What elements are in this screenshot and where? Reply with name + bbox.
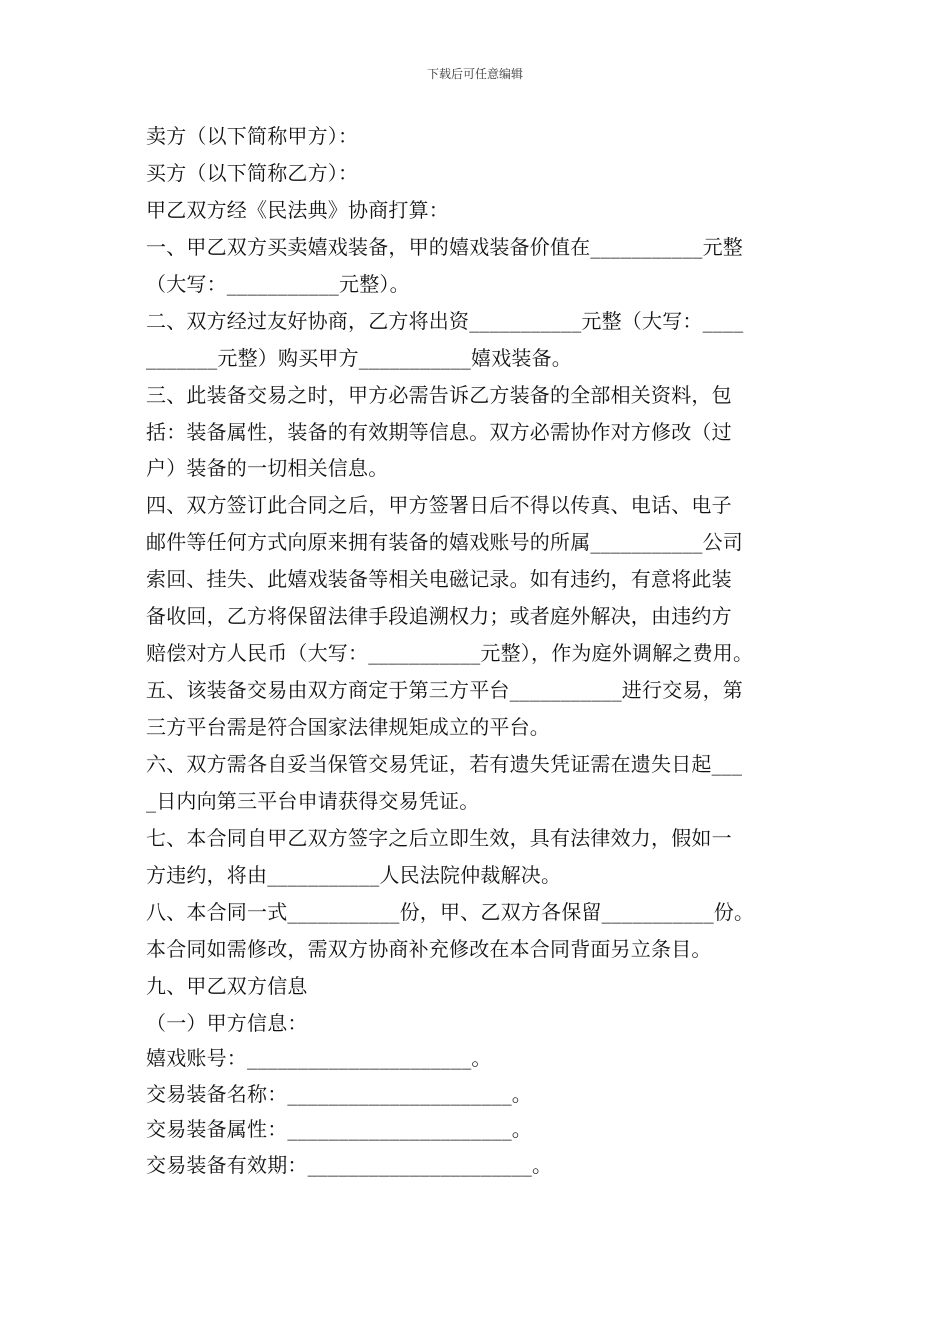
clause-4-line-3: 索回、挂失、此嬉戏装备等相关电磁记录。如有违约，有意将此装 bbox=[146, 567, 732, 592]
clause-5-line-2: 三方平台需是符合国家法律规矩成立的平台。 bbox=[146, 715, 550, 739]
clause-6-line-1: 六、双方需各自妥当保管交易凭证，若有遗失凭证需在遗失日起___ bbox=[146, 751, 743, 776]
clause-4-line-2: 邮件等任何方式向原来拥有装备的嬉戏账号的所属___________公司 bbox=[146, 530, 743, 555]
equipment-name-field: 交易装备名称：______________________。 bbox=[146, 1081, 532, 1106]
buyer-line: 买方（以下简称乙方）： bbox=[146, 160, 359, 185]
clause-8-line-2: 本合同如需修改，需双方协商补充修改在本合同背面另立条目。 bbox=[146, 936, 712, 961]
clause-3-line-2: 括：装备属性，装备的有效期等信息。双方必需协作对方修改（过 bbox=[146, 419, 732, 444]
clause-5-line-1: 五、该装备交易由双方商定于第三方平台___________进行交易，第 bbox=[146, 678, 743, 703]
clause-2-line-2: _______元整）购买甲方___________嬉戏装备。 bbox=[146, 345, 572, 370]
clause-3-line-1: 三、此装备交易之时，甲方必需告诉乙方装备的全部相关资料，包 bbox=[146, 382, 732, 407]
clause-1-line-2: （大写：___________元整）。 bbox=[146, 271, 410, 296]
clause-3-line-3: 户）装备的一切相关信息。 bbox=[146, 456, 389, 481]
page-header: 下载后可任意编辑 bbox=[426, 67, 523, 81]
clause-1-line-1: 一、甲乙双方买卖嬉戏装备，甲的嬉戏装备价值在___________元整 bbox=[146, 234, 743, 259]
clause-4-line-5: 赔偿对方人民币（大写：___________元整），作为庭外调解之费用。 bbox=[146, 641, 754, 666]
equipment-validity-field: 交易装备有效期：______________________。 bbox=[146, 1152, 553, 1177]
clause-4-line-4: 备收回，乙方将保留法律手段追溯权力；或者庭外解决，由违约方 bbox=[146, 604, 732, 629]
clause-7-line-2: 方违约，将由___________人民法院仲裁解决。 bbox=[146, 862, 562, 887]
contract-body bbox=[146, 118, 826, 1183]
clause-2-line-1: 二、双方经过友好协商，乙方将出资___________元整（大写：____ bbox=[146, 308, 744, 333]
clause-9-heading: 九、甲乙双方信息 bbox=[146, 973, 308, 998]
clause-8-line-1: 八、本合同一式___________份，甲、乙双方各保留___________份。 bbox=[146, 899, 755, 924]
game-account-field: 嬉戏账号：______________________。 bbox=[146, 1046, 492, 1071]
clause-4-line-1: 四、双方签订此合同之后，甲方签署日后不得以传真、电话、电子 bbox=[146, 493, 732, 518]
seller-line: 卖方（以下简称甲方）： bbox=[146, 124, 359, 148]
party-a-info-heading: （一）甲方信息： bbox=[146, 1010, 308, 1035]
clause-7-line-1: 七、本合同自甲乙双方签字之后立即生效，具有法律效力，假如一 bbox=[146, 825, 732, 850]
intro-line: 甲乙双方经《民法典》协商打算： bbox=[146, 197, 449, 222]
equipment-attribute-field: 交易装备属性：______________________。 bbox=[146, 1117, 532, 1142]
clause-6-line-2: _日内向第三平台申请获得交易凭证。 bbox=[146, 788, 480, 813]
